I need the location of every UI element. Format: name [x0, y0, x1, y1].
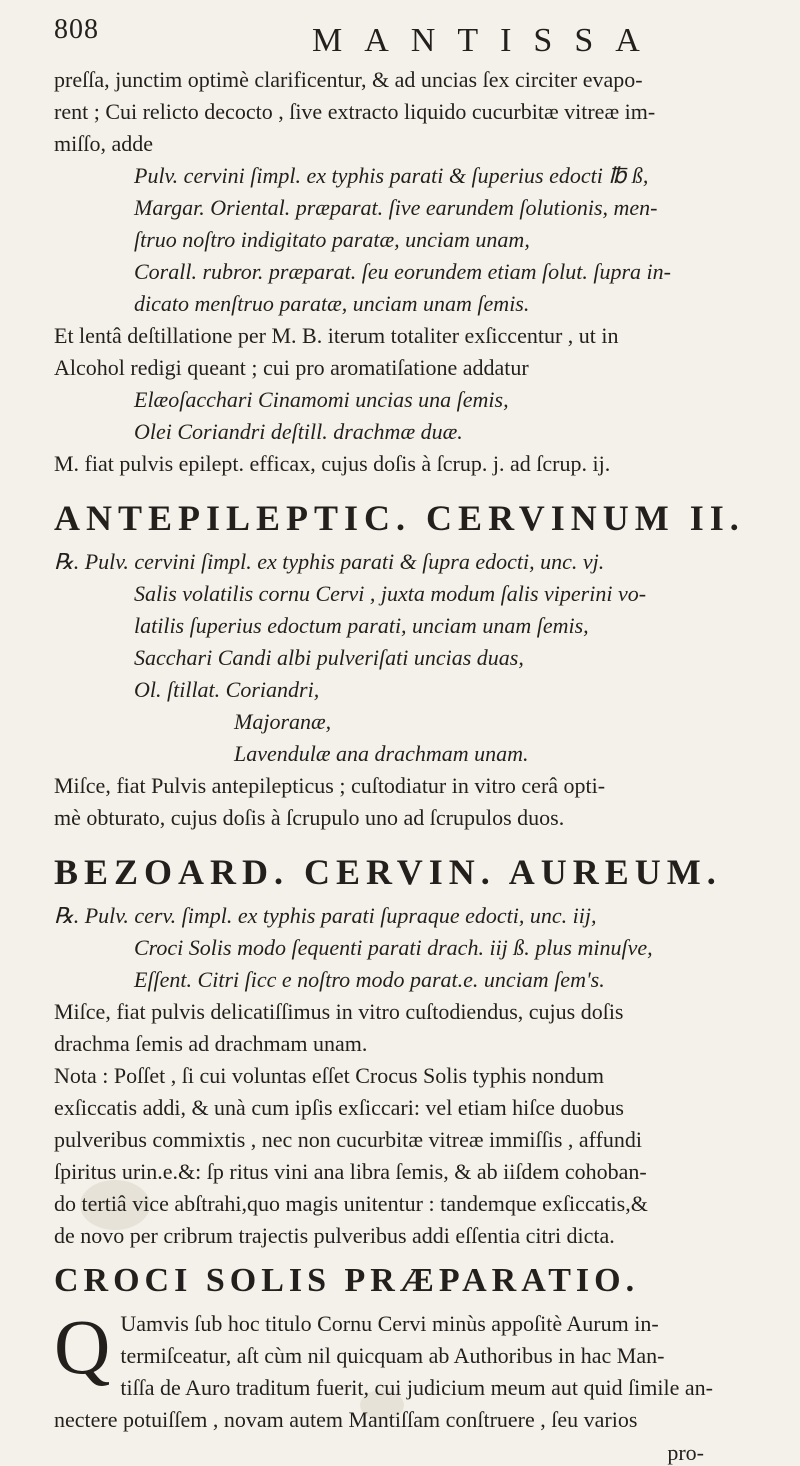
- recipe-line: latilis ſuperius edoctum parati, unciam unam ſemis,: [134, 613, 589, 638]
- nota-line: Nota : Poſſet , ſi cui voluntas eſſet Crocus Solis typhis nondum: [54, 1063, 604, 1088]
- croci-line: nectere potuiſſem , novam autem Mantiſſam conſtruere , ſeu varios: [54, 1407, 638, 1432]
- recipe-line: Lavendulæ ana drachmam unam.: [234, 741, 529, 766]
- section-title-antepileptic: ANTEPILEPTIC. CERVINUM II.: [54, 498, 745, 538]
- page-number: 808: [54, 14, 99, 45]
- process-line: Alcohol redigi queant ; cui pro aromatiſatione addatur: [54, 355, 529, 380]
- recipe-line: ℞. Pulv. cerv. ſimpl. ex typhis parati ſupraque edocti, unc. iij,: [54, 903, 597, 928]
- catchword: pro-: [667, 1440, 704, 1465]
- page-header: [54, 14, 760, 68]
- intro-line-1: preſſa, junctim optimè clarificentur, & ad uncias ſex circiter evapo-: [54, 67, 643, 92]
- croci-line: tiſſa de Auro traditum fuerit, cui judicium meum aut quid ſimile an-: [120, 1375, 713, 1400]
- process-line: Elæoſacchari Cinamomi uncias una ſemis,: [134, 387, 509, 412]
- closing-line: drachma ſemis ad drachmam unam.: [54, 1031, 368, 1056]
- closing-line: mè obturato, cujus doſis à ſcrupulo uno ad ſcrupulos duos.: [54, 805, 565, 830]
- nota-line: exſiccatis addi, & unà cum ipſis exſiccari: vel etiam hiſce duobus: [54, 1095, 624, 1120]
- recipe-line: Croci Solis modo ſequenti parati drach. iij ß. plus minuſve,: [134, 935, 653, 960]
- closing-line: Miſce, fiat pulvis delicatiſſimus in vitro cuſtodiendus, cujus doſis: [54, 999, 624, 1024]
- ingredient-line: Corall. rubror. præparat. ſeu eorundem etiam ſolut. ſupra in-: [134, 259, 671, 284]
- ingredient-line: ſtruo noſtro indigitato paratæ, unciam unam,: [134, 227, 530, 252]
- process-line: M. fiat pulvis epilept. efficax, cujus doſis à ſcrup. j. ad ſcrup. ij.: [54, 451, 611, 476]
- intro-line-2: rent ; Cui relicto decocto , ſive extracto liquido cucurbitæ vitreæ im-: [54, 99, 656, 124]
- process-line: Et lentâ deſtillatione per M. B. iterum totaliter exſiccentur , ut in: [54, 323, 619, 348]
- nota-line: ſpiritus urin.e.&: ſp ritus vini ana libra ſemis, & ab iiſdem cohoban-: [54, 1159, 647, 1184]
- intro-line-3: miſſo, adde: [54, 131, 153, 156]
- recipe-line: Ol. ſtillat. Coriandri,: [134, 677, 320, 702]
- closing-line: Miſce, fiat Pulvis antepilepticus ; cuſtodiatur in vitro cerâ opti-: [54, 773, 606, 798]
- croci-line: Uamvis ſub hoc titulo Cornu Cervi minùs appoſitè Aurum in-: [120, 1311, 659, 1336]
- recipe-line: ℞. Pulv. cervini ſimpl. ex typhis parati & ſupra edocti, unc. vj.: [54, 549, 605, 574]
- croci-line: termiſceatur, aſt cùm nil quicquam ab Authoribus in hac Man-: [120, 1343, 665, 1368]
- nota-line: de novo per cribrum trajectis pulveribus addi eſſentia citri dicta.: [54, 1223, 615, 1248]
- dropcap: Q: [54, 1303, 111, 1390]
- recipe-line: Majoranæ,: [234, 709, 332, 734]
- ingredient-line: Pulv. cervini ſimpl. ex typhis parati & ſuperius edocti ℔ ß,: [134, 163, 649, 188]
- nota-line: do tertiâ vice abſtrahi,quo magis unitentur : tandemque exſiccatis,&: [54, 1191, 648, 1216]
- recipe-line: Eſſent. Citri ſicc e noſtro modo parat.e. unciam ſem's.: [134, 967, 605, 992]
- running-title: MANTISSA: [312, 22, 662, 59]
- ingredient-line: dicato menſtruo paratæ, unciam unam ſemis.: [134, 291, 530, 316]
- process-line: Olei Coriandri deſtill. drachmæ duæ.: [134, 419, 463, 444]
- recipe-line: Salis volatilis cornu Cervi , juxta modum ſalis viperini vo-: [134, 581, 647, 606]
- nota-line: pulveribus commixtis , nec non cucurbitæ vitreæ immiſſis , affundi: [54, 1127, 643, 1152]
- body-text: [54, 64, 774, 1466]
- croci-paragraph: [54, 1303, 774, 1436]
- section-title-croci: CROCI SOLIS PRÆPARATIO.: [54, 1262, 640, 1299]
- section-title-bezoard: BEZOARD. CERVIN. AUREUM.: [54, 852, 722, 892]
- ingredient-line: Margar. Oriental. præparat. ſive earundem ſolutionis, men-: [134, 195, 658, 220]
- recipe-line: Sacchari Candi albi pulveriſati uncias duas,: [134, 645, 524, 670]
